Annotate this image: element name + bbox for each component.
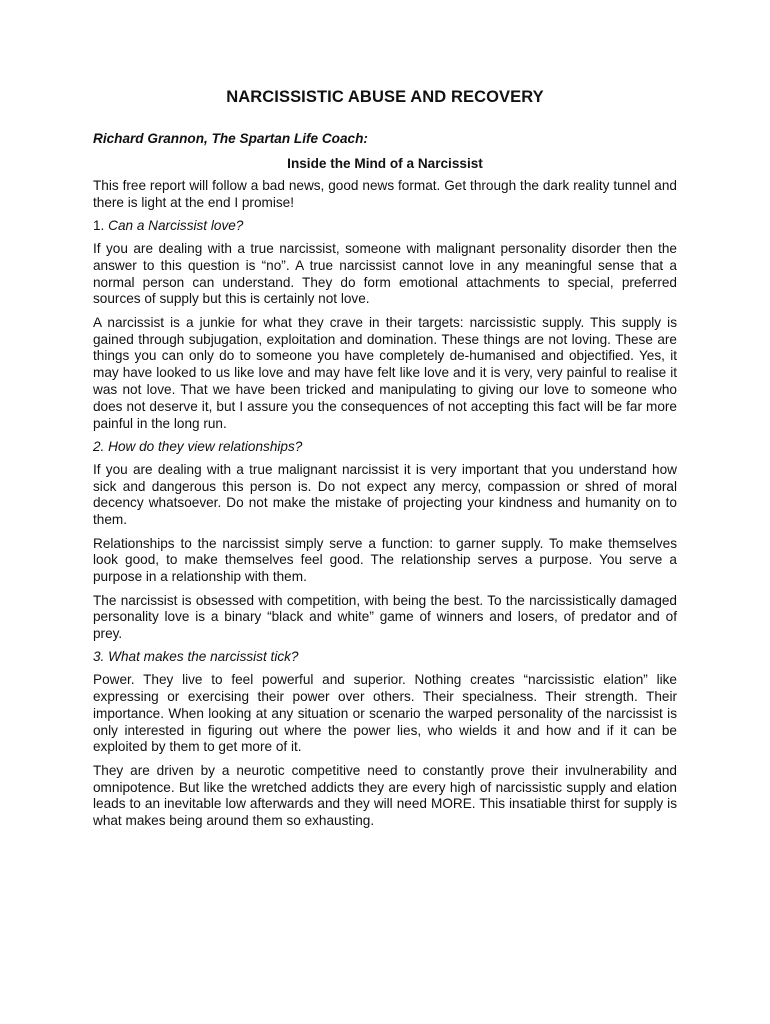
section-2-paragraph-3: The narcissist is obsessed with competition, with being the best. To the narcissistically damaged personality love is a binary “black and white” game of winners and losers, of predator and of prey. <box>93 592 677 642</box>
document-body <box>93 178 677 837</box>
section-1-paragraph-2: A narcissist is a junkie for what they crave in their targets: narcissistic supply. This supply is gained through subjugation, exploitation and domination. These things are not loving. These are things you can only do to someone you have completely de-humanised and objectified. Yes, it may have looked to us like love and may have felt like love and it is very, very painful to realise it was not love. That we have been tricked and manipulating to giving our love to someone who does not deserve it, but I assure you the consequences of not accepting this fact will be far more painful in the long run. <box>93 314 677 431</box>
section-3-question: What makes the narcissist tick? <box>108 649 299 665</box>
section-2-paragraph-2: Relationships to the narcissist simply serve a function: to garner supply. To make themselves look good, to make themselves feel good. The relationship serves a purpose. You serve a purpose in a relationship with them. <box>93 535 677 585</box>
author-line: Richard Grannon, The Spartan Life Coach: <box>93 131 368 146</box>
section-3-heading <box>93 649 677 666</box>
section-1-number: 1. <box>93 218 105 234</box>
section-3-number: 3. <box>93 649 105 665</box>
section-2-number: 2. <box>93 438 105 454</box>
section-1-heading <box>93 218 677 235</box>
section-1-paragraph-1: If you are dealing with a true narcissist, someone with malignant personality disorder then the answer to this question is “no”. A true narcissist cannot love in any meaningful sense that a normal person can understand. They do form emotional attachments to special, preferred sources of supply but this is certainly not love. <box>93 240 677 307</box>
document-title: NARCISSISTIC ABUSE AND RECOVERY <box>226 88 544 106</box>
section-2-question: How do they view relationships? <box>108 438 303 454</box>
document-subtitle: Inside the Mind of a Narcissist <box>287 156 483 171</box>
section-3-paragraph-2: They are driven by a neurotic competitive need to constantly prove their invulnerability and omnipotence. But like the wretched addicts they are every high of narcissistic supply and elation leads to an inevitable low afterwards and they will need MORE. This insatiable thirst for supply is what makes being around them so exhausting. <box>93 762 677 829</box>
section-3-paragraph-1: Power. They live to feel powerful and superior. Nothing creates “narcissistic elation” like expressing or exercising their power over others. Their specialness. Their strength. Their importance. When looking at any situation or scenario the warped personality of the narcissist is only interested in figuring out where the power lies, who wields it and how and if it can be exploited by them to get more of it. <box>93 672 677 755</box>
intro-paragraph: This free report will follow a bad news, good news format. Get through the dark reality tunnel and there is light at the end I promise! <box>93 178 677 210</box>
section-1-question: Can a Narcissist love? <box>108 218 244 234</box>
section-2-heading <box>93 439 677 456</box>
section-2-paragraph-1: If you are dealing with a true malignant narcissist it is very important that you understand how sick and dangerous this person is. Do not expect any mercy, compassion or shred of moral decency whatsoever. Do not make the mistake of projecting your kindness and humanity on to them. <box>93 461 677 528</box>
